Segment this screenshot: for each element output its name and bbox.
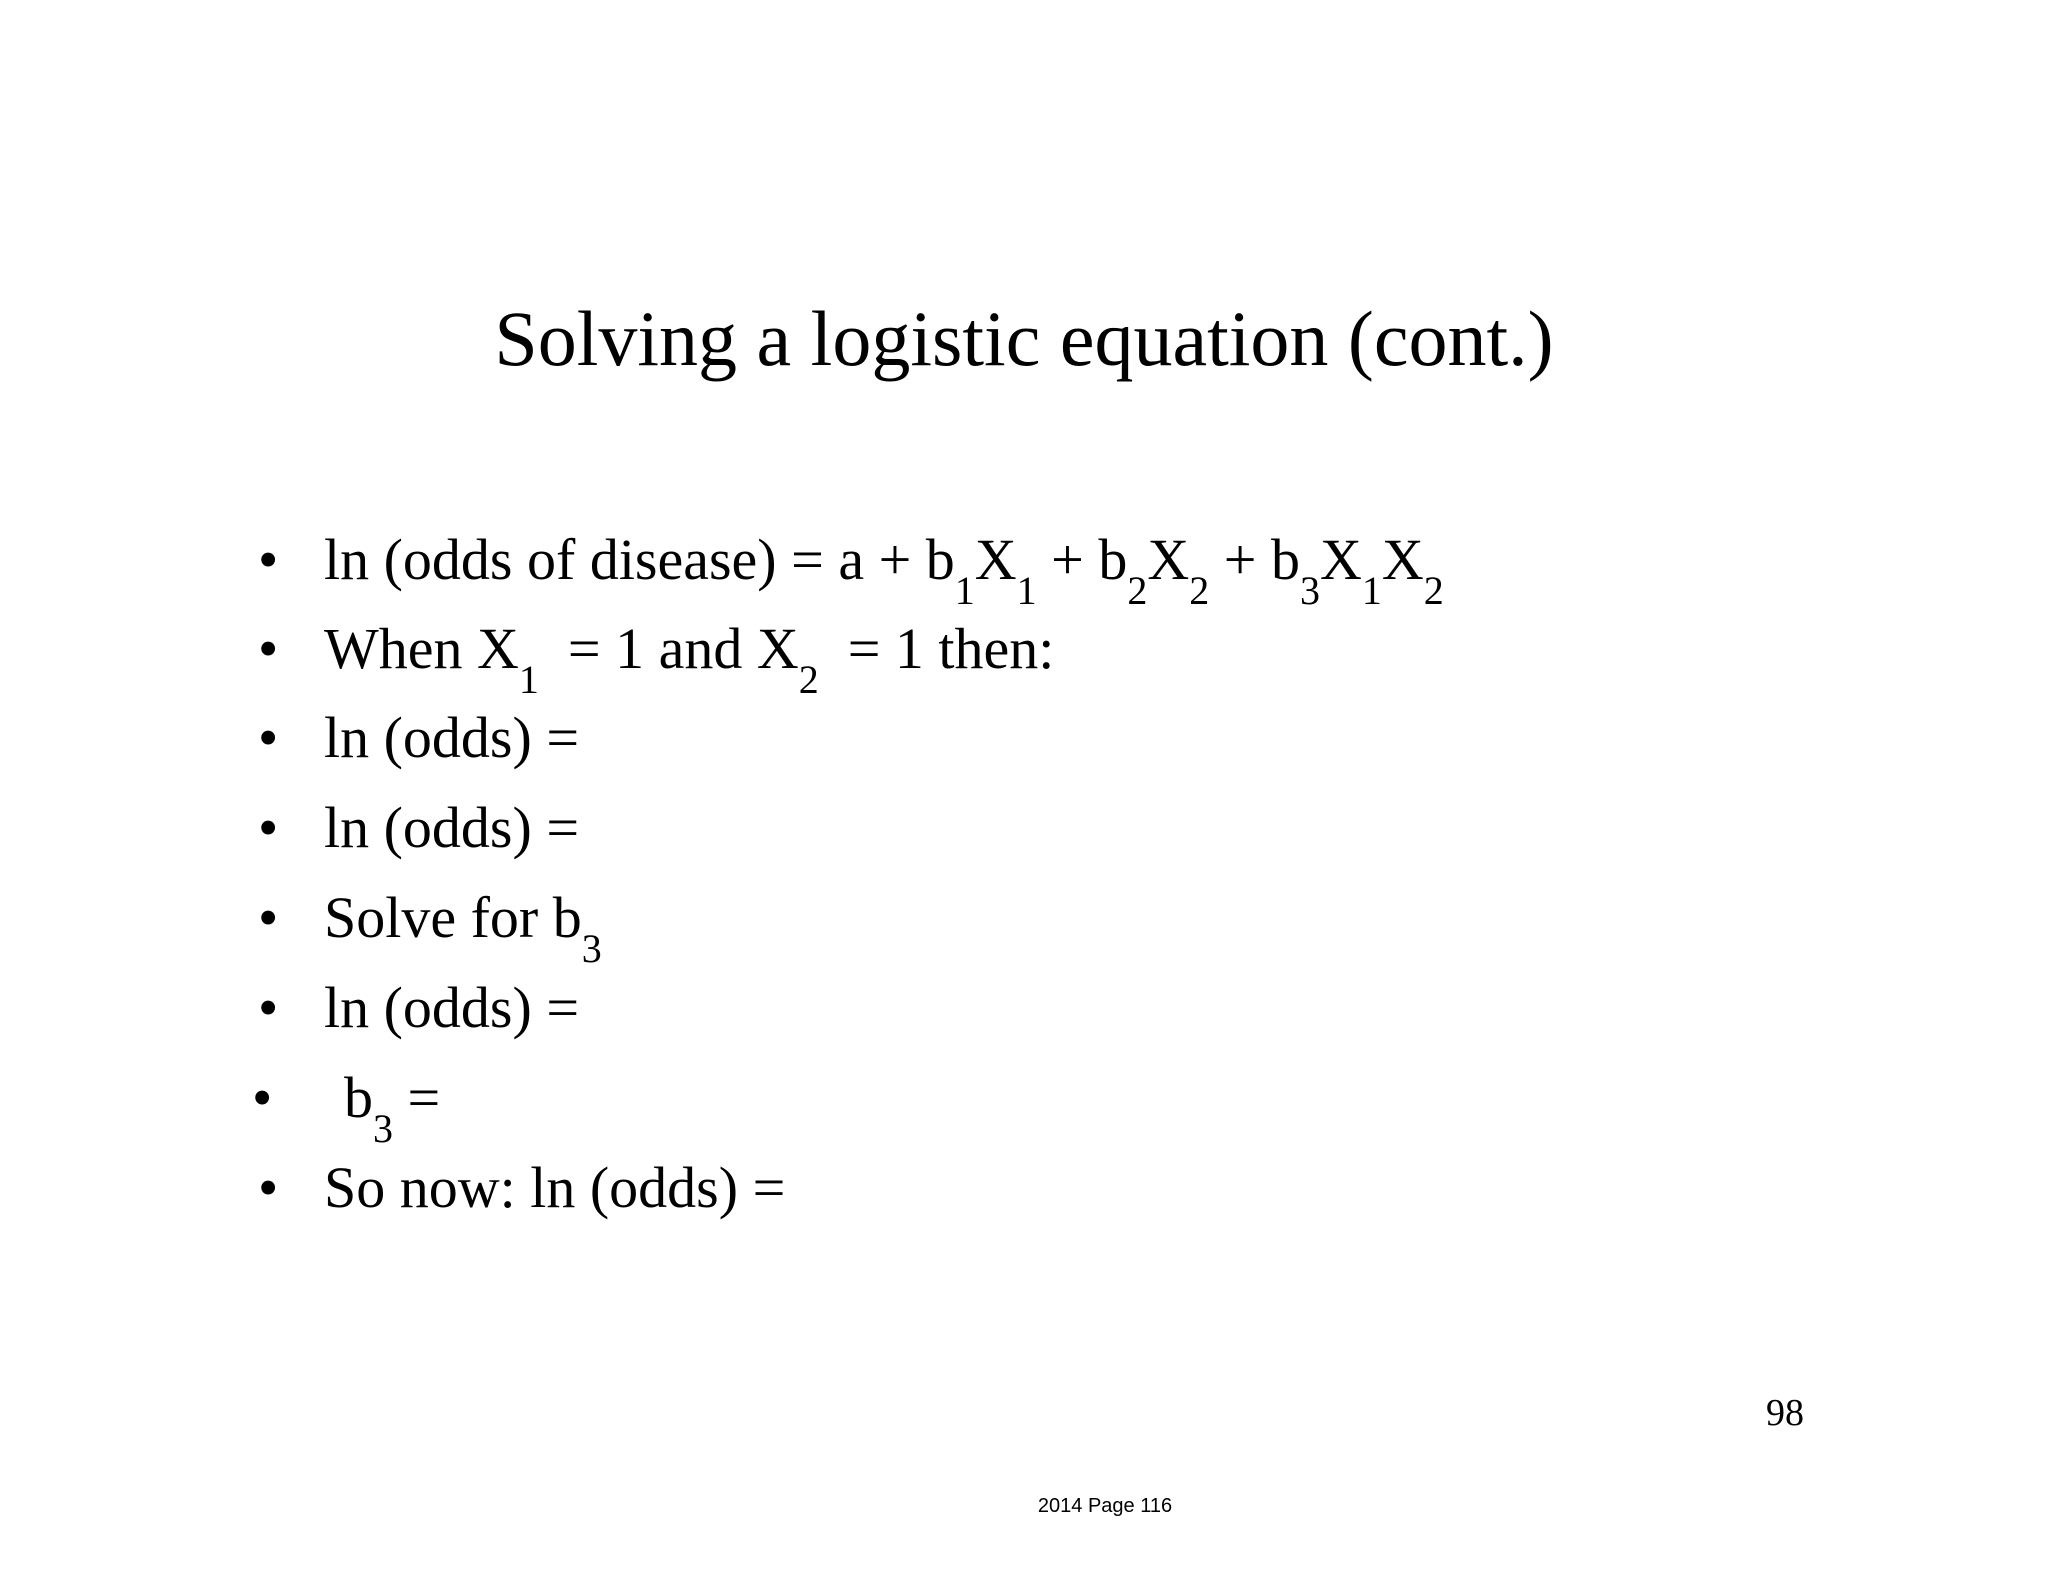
bullet-text [324,795,580,860]
bullet-text [344,1065,441,1151]
bullet-text [324,527,1444,613]
text-run: ln (odds) = [324,705,580,770]
text-run: + b [1209,527,1300,592]
subscript: 1 [954,567,975,613]
bullet-text [324,975,580,1040]
subscript: 1 [1361,567,1382,613]
subscript: 1 [1016,567,1037,613]
bullet-item [0,616,1800,702]
bullet-marker: • [258,885,279,950]
bullet-text [324,1155,786,1220]
subscript: 2 [1423,567,1444,613]
bullet-marker: • [258,975,279,1040]
text-run: X [1381,527,1424,592]
bullet-marker: • [258,705,279,770]
text-run: b [344,1065,373,1130]
text-run: X [1147,527,1190,592]
bullet-text [324,885,602,971]
subscript: 3 [373,1105,393,1151]
bullet-item [0,1155,1800,1239]
bullet-item [0,1065,1800,1151]
bullet-text [324,616,1055,702]
bullet-text [324,705,580,770]
bullet-item [0,527,1800,613]
text-run: ln (odds of disease) = a + b [324,527,955,592]
bullet-item [0,975,1800,1059]
text-run: Solve for b [324,885,582,950]
slide-title: Solving a logistic equation (cont.) [494,295,1554,382]
subscript: 2 [1127,567,1148,613]
subscript: 3 [581,925,602,971]
text-run: ln (odds) = [324,795,580,860]
bullet-marker: • [258,527,279,592]
text-run: + b [1036,527,1128,592]
bullet-item [0,795,1800,879]
text-run: = [393,1065,441,1130]
subscript: 2 [798,656,819,702]
bullet-item [0,885,1800,971]
text-run: When X [324,616,519,681]
text-run: ln (odds) = [324,975,580,1040]
subscript: 2 [1189,567,1210,613]
text-run: = 1 then: [818,616,1055,681]
text-run: = 1 and X [538,616,799,681]
bullet-item [0,705,1800,789]
subscript: 1 [518,656,539,702]
page-footer: 2014 Page 116 [1037,1495,1173,1517]
subscript: 3 [1300,567,1320,613]
bullet-marker: • [258,616,279,681]
text-run: So now: ln (odds) = [324,1155,786,1220]
text-run: X [1320,527,1362,592]
text-run: X [974,527,1017,592]
bullet-marker: • [258,795,279,860]
bullet-marker: • [252,1065,273,1130]
bullet-marker: • [258,1155,279,1220]
slide-number: 98 [1766,1392,1804,1434]
